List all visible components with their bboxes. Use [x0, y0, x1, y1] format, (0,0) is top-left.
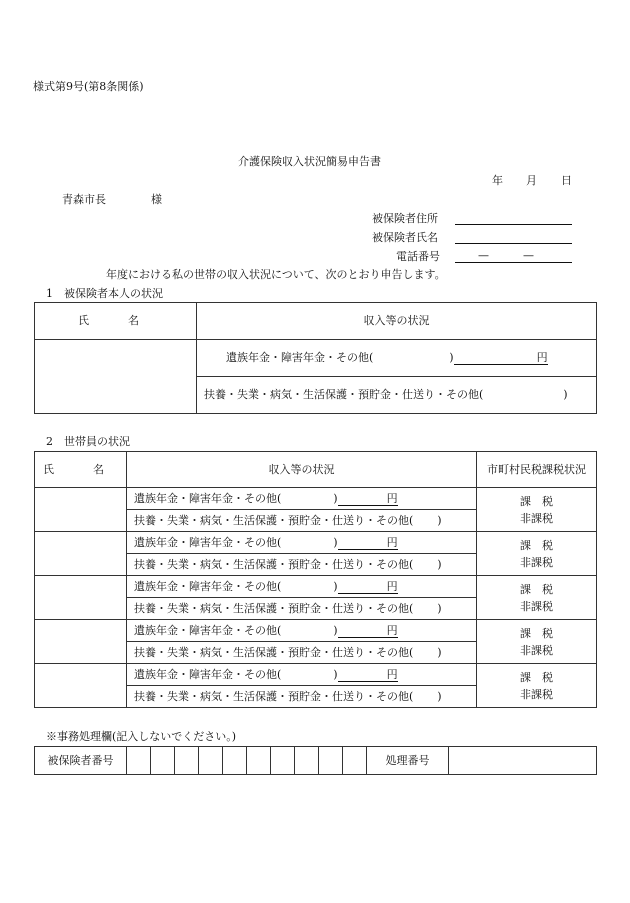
- untaxed-option[interactable]: 非課税: [520, 643, 553, 657]
- member-name-cell[interactable]: [35, 620, 127, 664]
- member-income-cell[interactable]: [127, 488, 477, 510]
- section1-support-cell[interactable]: [197, 377, 597, 414]
- addressee-honorific: 様: [151, 193, 162, 206]
- untaxed-option[interactable]: 非課税: [520, 555, 553, 569]
- member-support-cell[interactable]: [127, 598, 477, 620]
- member-support-label: 扶養・失業・病気・生活保護・預貯金・仕送り・その他(: [134, 557, 414, 571]
- member-tax-status-cell[interactable]: [477, 576, 597, 620]
- member-name-cell[interactable]: [35, 532, 127, 576]
- member-support-close: ): [437, 645, 442, 659]
- declaration-text: 年度における私の世帯の収入状況について、次のとおり申告します。: [106, 268, 446, 281]
- taxed-option[interactable]: 課 税: [520, 538, 553, 552]
- member-income-cell[interactable]: [127, 532, 477, 554]
- taxed-option[interactable]: 課 税: [520, 626, 553, 640]
- member-tax-status-cell[interactable]: [477, 620, 597, 664]
- taxed-option[interactable]: 課 税: [520, 582, 553, 596]
- member-tax-status-cell[interactable]: [477, 488, 597, 532]
- member-income-label: 遺族年金・障害年金・その他(: [134, 491, 282, 505]
- office-use-table: [34, 746, 597, 775]
- insured-number-digit[interactable]: [343, 747, 367, 775]
- section1-income-header: 収入等の状況: [197, 303, 597, 340]
- form-number: 様式第9号(第8条関係): [33, 80, 144, 93]
- name-label: 被保険者氏名: [372, 231, 438, 244]
- member-support-cell[interactable]: [127, 686, 477, 708]
- processing-number-field[interactable]: [449, 747, 597, 775]
- member-row: [35, 532, 597, 554]
- member-row: [35, 488, 597, 510]
- member-support-label: 扶養・失業・病気・生活保護・預貯金・仕送り・その他(: [134, 601, 414, 615]
- member-name-cell[interactable]: [35, 576, 127, 620]
- processing-number-label: 処理番号: [367, 747, 449, 775]
- member-amount-field[interactable]: [338, 536, 398, 550]
- member-income-cell[interactable]: [127, 664, 477, 686]
- taxed-option[interactable]: 課 税: [520, 494, 553, 508]
- insured-number-digit[interactable]: [271, 747, 295, 775]
- addressee-name: 青森市長: [62, 193, 106, 206]
- address-field[interactable]: [455, 224, 572, 225]
- member-close-paren: ): [333, 579, 338, 593]
- member-support-label: 扶養・失業・病気・生活保護・預貯金・仕送り・その他(: [134, 689, 414, 703]
- member-support-close: ): [437, 557, 442, 571]
- insured-number-digit[interactable]: [175, 747, 199, 775]
- phone-separator-2: —: [523, 249, 534, 262]
- insured-number-digit[interactable]: [127, 747, 151, 775]
- member-yen-label: 円: [386, 535, 398, 549]
- member-income-label: 遺族年金・障害年金・その他(: [134, 667, 282, 681]
- member-close-paren: ): [333, 491, 338, 505]
- section1-income-cell[interactable]: [197, 340, 597, 377]
- member-yen-label: 円: [386, 667, 398, 681]
- untaxed-option[interactable]: 非課税: [520, 599, 553, 613]
- name-field[interactable]: [455, 243, 572, 244]
- member-yen-label: 円: [386, 491, 398, 505]
- section2-heading: 2 世帯員の状況: [46, 435, 130, 448]
- member-amount-field[interactable]: [338, 668, 398, 682]
- member-income-label: 遺族年金・障害年金・その他(: [134, 535, 282, 549]
- section1-support-close: ): [563, 388, 568, 401]
- date-month-label: 月: [526, 174, 537, 187]
- address-label: 被保険者住所: [372, 212, 438, 225]
- untaxed-option[interactable]: 非課税: [520, 687, 553, 701]
- member-name-cell[interactable]: [35, 488, 127, 532]
- date-year-label: 年: [492, 174, 503, 187]
- insured-number-label: 被保険者番号: [35, 747, 127, 775]
- member-support-close: ): [437, 513, 442, 527]
- section1-income-label: 遺族年金・障害年金・その他(: [226, 351, 374, 364]
- document-title: 介護保険収入状況簡易申告書: [238, 155, 381, 168]
- member-support-close: ): [437, 689, 442, 703]
- insured-number-digit[interactable]: [247, 747, 271, 775]
- taxed-option[interactable]: 課 税: [520, 670, 553, 684]
- member-support-close: ): [437, 601, 442, 615]
- member-amount-field[interactable]: [338, 624, 398, 638]
- member-tax-status-cell[interactable]: [477, 664, 597, 708]
- member-support-cell[interactable]: [127, 642, 477, 664]
- member-close-paren: ): [333, 535, 338, 549]
- member-income-cell[interactable]: [127, 620, 477, 642]
- member-support-cell[interactable]: [127, 510, 477, 532]
- section2-income-header: 収入等の状況: [127, 452, 477, 488]
- untaxed-option[interactable]: 非課税: [520, 511, 553, 525]
- member-close-paren: ): [333, 667, 338, 681]
- section1-name-cell[interactable]: [35, 340, 197, 414]
- section1-heading: 1 被保険者本人の状況: [46, 287, 163, 300]
- member-amount-field[interactable]: [338, 492, 398, 506]
- section1-yen-label: 円: [536, 351, 548, 364]
- section1-amount-field[interactable]: [454, 351, 548, 365]
- section1-name-header: 氏 名: [35, 303, 197, 340]
- phone-field[interactable]: [455, 262, 572, 263]
- member-yen-label: 円: [386, 579, 398, 593]
- insured-number-digit[interactable]: [223, 747, 247, 775]
- section1-support-label: 扶養・失業・病気・生活保護・預貯金・仕送り・その他(: [204, 388, 484, 401]
- phone-label: 電話番号: [396, 250, 440, 263]
- member-support-label: 扶養・失業・病気・生活保護・預貯金・仕送り・その他(: [134, 645, 414, 659]
- member-name-cell[interactable]: [35, 664, 127, 708]
- member-support-label: 扶養・失業・病気・生活保護・預貯金・仕送り・その他(: [134, 513, 414, 527]
- member-close-paren: ): [333, 623, 338, 637]
- section1-table: [34, 302, 597, 414]
- member-row: [35, 664, 597, 686]
- insured-number-digit[interactable]: [151, 747, 175, 775]
- member-income-label: 遺族年金・障害年金・その他(: [134, 623, 282, 637]
- section2-tax-header: 市町村民税課税状況: [477, 452, 597, 488]
- section2-table: [34, 451, 597, 708]
- member-tax-status-cell[interactable]: [477, 532, 597, 576]
- member-yen-label: 円: [386, 623, 398, 637]
- phone-separator-1: —: [478, 249, 489, 262]
- insured-number-digit[interactable]: [199, 747, 223, 775]
- insured-number-digit[interactable]: [295, 747, 319, 775]
- member-income-cell[interactable]: [127, 576, 477, 598]
- member-support-cell[interactable]: [127, 554, 477, 576]
- member-income-label: 遺族年金・障害年金・その他(: [134, 579, 282, 593]
- office-use-heading: ※事務処理欄(記入しないでください。): [46, 730, 237, 743]
- section1-close-paren: ): [449, 351, 454, 364]
- section2-name-header: 氏 名: [35, 452, 127, 488]
- insured-number-digit[interactable]: [319, 747, 343, 775]
- member-amount-field[interactable]: [338, 580, 398, 594]
- date-day-label: 日: [561, 174, 572, 187]
- member-row: [35, 576, 597, 598]
- member-row: [35, 620, 597, 642]
